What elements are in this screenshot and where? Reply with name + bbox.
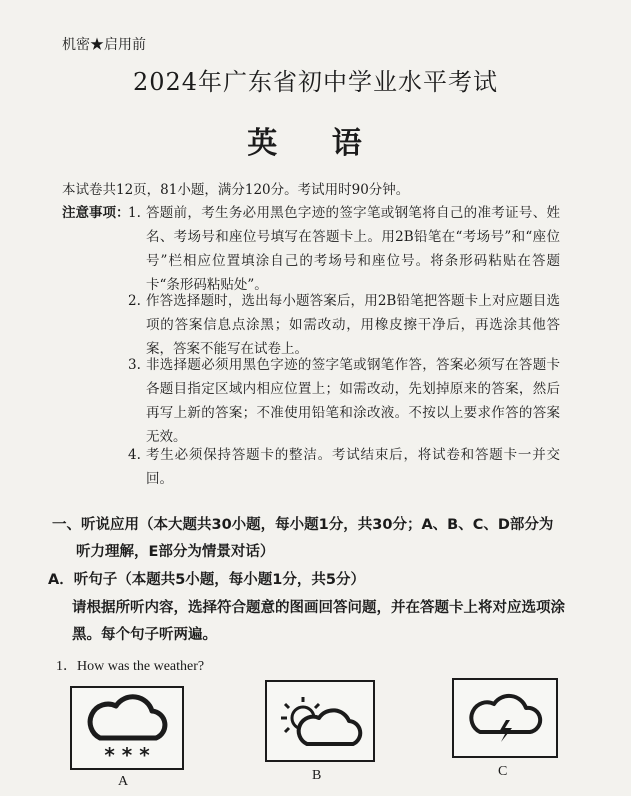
note-number: 3. (128, 357, 141, 373)
section-heading (52, 512, 582, 566)
sun-cloud-icon (267, 682, 373, 760)
note-text: 非选择题必须用黑色字迹的签字笔或钢笔作答，答案必须写在答题卡各题目指定区域内相应位置上；如需改动，先划掉原来的答案，然后再写上新的答案；不准使用铅笔和涂改液。不按以上要求作答的答案无效。 (146, 357, 560, 445)
note-item (128, 443, 560, 491)
exam-title: 2024年广东省初中学业水平考试 (132, 68, 499, 96)
note-item (128, 289, 560, 361)
note-text: 作答选择题时，选出每小题答案后，用2B铅笔把答题卡上对应题目选项的答案信息点涂黑；如需改动，用橡皮擦干净后，再选涂其他答案，答案不能写在试卷上。 (146, 293, 560, 357)
svg-text:* * *: * * * (104, 743, 150, 767)
subject-title: 英 语 (247, 126, 384, 161)
part-a-title: A．听句子（本题共5小题，每小题1分，共5分） (48, 572, 365, 588)
note-number: 4. (128, 447, 141, 463)
option-b-picture (265, 680, 375, 762)
confidential-mark: 机密★启用前 (62, 37, 146, 53)
option-b-label: B (312, 768, 322, 783)
option-a-label: A (118, 774, 129, 789)
exam-info: 本试卷共12页，81小题，满分120分。考试用时90分钟。 (62, 182, 410, 198)
note-text: 考生必须保持答题卡的整洁。考试结束后，将试卷和答题卡一并交回。 (146, 447, 560, 487)
note-item (128, 353, 560, 449)
snow-cloud-icon (72, 688, 182, 768)
thunder-cloud-icon (454, 680, 556, 756)
note-item (128, 201, 560, 297)
part-a-instruction: 请根据所听内容，选择符合题意的图画回答问题，并在答题卡上将对应选项涂黑。每个句子听两遍。 (72, 600, 565, 643)
option-a-picture (70, 686, 184, 770)
section-line-2: 听力理解，E部分为情景对话） (76, 544, 275, 560)
question-1: 1．How was the weather? (56, 659, 205, 674)
option-c-label: C (498, 764, 508, 779)
note-number: 2. (128, 293, 141, 309)
note-number: 1. (128, 205, 141, 221)
note-text: 答题前，考生务必用黑色字迹的签字笔或钢笔将自己的准考证号、姓名、考场号和座位号填写在答题卡上。用2B铅笔在“考场号”和“座位号”栏相应位置填涂自己的考场号和座位号。将条形码粘贴在答题卡“条形码粘贴处”。 (146, 205, 560, 293)
option-c-picture (452, 678, 558, 758)
notes-label: 注意事项： (62, 205, 130, 221)
section-line-1: 一、听说应用（本大题共30小题，每小题1分，共30分；A、B、C、D部分为 (52, 517, 554, 533)
